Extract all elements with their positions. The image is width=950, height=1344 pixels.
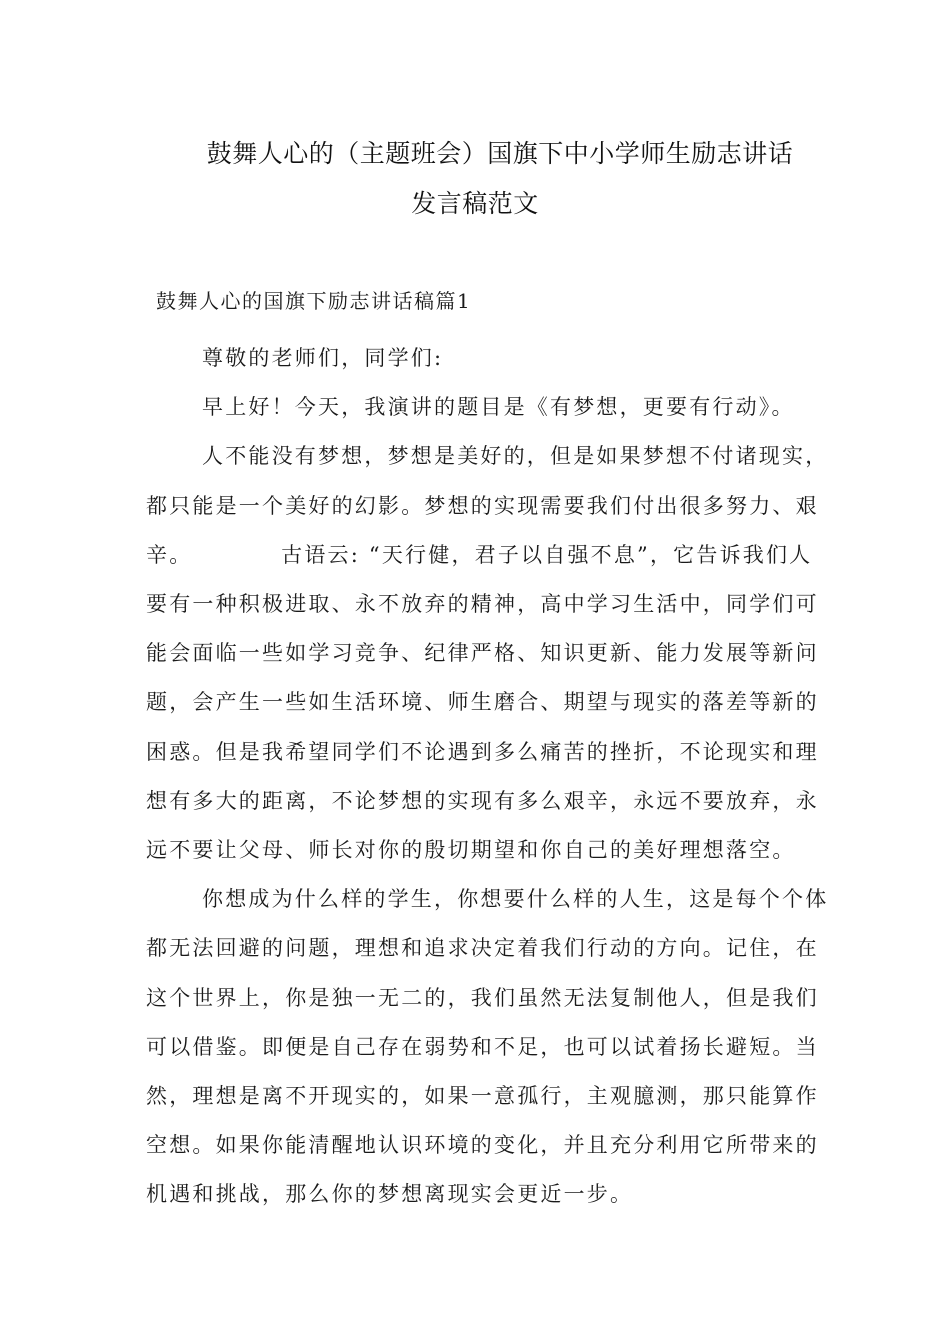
body-line: 然，理想是离不开现实的，如果一意孤行，主观臆测，那只能算作 — [146, 1084, 819, 1109]
body-line: 困惑。但是我希望同学们不论遇到多么痛苦的挫折，不论现实和理 — [146, 739, 819, 764]
body-line: 这个世界上，你是独一无二的，我们虽然无法复制他人，但是我们 — [146, 985, 819, 1010]
section-heading: 鼓舞人心的国旗下励志讲话稿篇1 — [156, 289, 472, 313]
body-line: 都只能是一个美好的幻影。梦想的实现需要我们付出很多努力、艰 — [146, 493, 819, 518]
document-title-line-1: 鼓舞人心的（主题班会）国旗下中小学师生励志讲话 — [206, 139, 794, 168]
body-line: 能会面临一些如学习竞争、纪律严格、知识更新、能力发展等新问 — [146, 641, 819, 666]
body-line: 远不要让父母、师长对你的殷切期望和你自己的美好理想落空。 — [146, 838, 796, 863]
body-line: 机遇和挑战，那么你的梦想离现实会更近一步。 — [146, 1182, 634, 1207]
body-line: 早上好！今天，我演讲的题目是《有梦想，更要有行动》。 — [202, 395, 795, 420]
body-line: 辛。 古语云: “天行健，君子以自强不息”，它告诉我们人 — [146, 542, 813, 567]
document-title-line-2: 发言稿范文 — [411, 189, 539, 218]
body-line: 你想成为什么样的学生，你想要什么样的人生，这是每个个体 — [202, 887, 829, 912]
body-line: 人不能没有梦想，梦想是美好的，但是如果梦想不付诸现实， — [202, 444, 829, 469]
body-line: 可以借鉴。即便是自己存在弱势和不足，也可以试着扬长避短。当 — [146, 1034, 819, 1059]
body-line: 空想。如果你能清醒地认识环境的变化，并且充分利用它所带来的 — [146, 1133, 819, 1158]
body-line: 都无法回避的问题，理想和追求决定着我们行动的方向。记住，在 — [146, 936, 819, 961]
speech-body — [146, 334, 829, 1220]
body-line: 想有多大的距离，不论梦想的实现有多么艰辛，永远不要放弃，永 — [146, 788, 819, 813]
body-line: 要有一种积极进取、永不放弃的精神，高中学习生活中，同学们可 — [146, 592, 819, 617]
body-line: 尊敬的老师们，同学们: — [202, 346, 444, 370]
body-line: 题，会产生一些如生活环境、师生磨合、期望与现实的落差等新的 — [146, 690, 819, 715]
